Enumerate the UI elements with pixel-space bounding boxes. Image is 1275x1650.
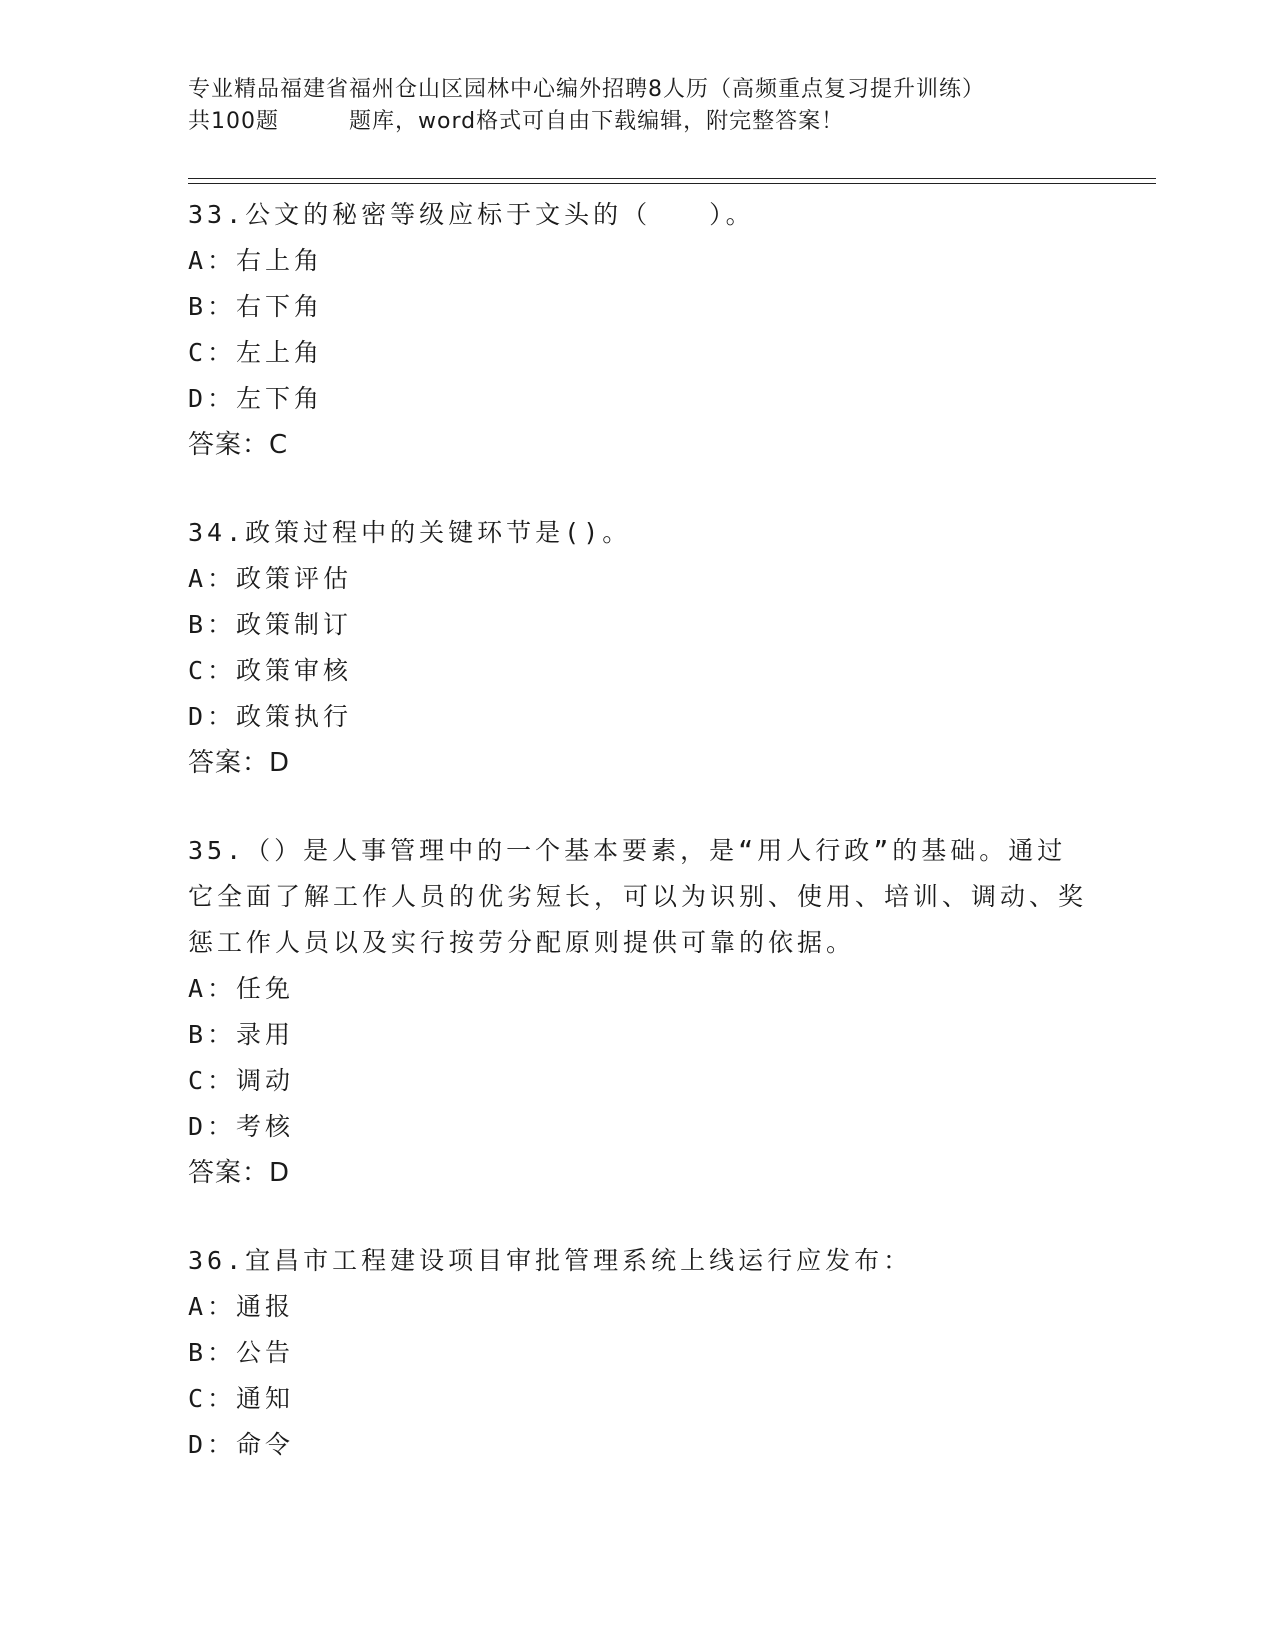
header-divider-top — [188, 178, 1156, 179]
option-b: B：录用 — [188, 1020, 295, 1049]
option-a: A：任免 — [188, 974, 295, 1003]
option-b: B：公告 — [188, 1338, 295, 1367]
question-36 — [188, 1238, 1088, 1468]
document-header — [188, 74, 1148, 138]
answer-line: 答案：D — [188, 748, 291, 778]
question-stem: 36.宜昌市工程建设项目审批管理系统上线运行应发布： — [188, 1246, 913, 1275]
option-c: C：政策审核 — [188, 656, 353, 685]
answer-line: 答案：C — [188, 430, 289, 460]
option-c: C：左上角 — [188, 338, 324, 367]
option-d: D：命令 — [188, 1430, 295, 1459]
option-c: C：调动 — [188, 1066, 295, 1095]
header-subtitle-line — [188, 106, 1148, 138]
option-b: B：右下角 — [188, 292, 324, 321]
question-stem: 35.（）是人事管理中的一个基本要素，是“用人行政”的基础。通过它全面了解工作人员的优劣短长，可以为识别、使用、培训、调动、奖惩工作人员以及实行按劳分配原则提供可靠的依据。 — [188, 836, 1088, 957]
option-a: A：右上角 — [188, 246, 324, 275]
answer-line: 答案：D — [188, 1158, 291, 1188]
question-count: 共100题 — [188, 109, 279, 134]
header-title-line: 专业精品福建省福州仓山区园林中心编外招聘8人历（高频重点复习提升训练） — [188, 77, 985, 102]
header-divider-bottom — [188, 183, 1156, 184]
option-d: D：左下角 — [188, 384, 324, 413]
option-b: B：政策制订 — [188, 610, 353, 639]
option-a: A：通报 — [188, 1292, 295, 1321]
option-c: C：通知 — [188, 1384, 295, 1413]
bank-description: 题库，word格式可自由下载编辑，附完整答案！ — [349, 109, 845, 134]
option-a: A：政策评估 — [188, 564, 353, 593]
question-stem: 34.政策过程中的关键环节是()。 — [188, 518, 632, 547]
option-d: D：政策执行 — [188, 702, 353, 731]
question-stem: 33.公文的秘密等级应标于文头的（ ）。 — [188, 200, 755, 229]
question-33 — [188, 192, 1088, 468]
question-35 — [188, 828, 1088, 1196]
option-d: D：考核 — [188, 1112, 295, 1141]
question-list — [188, 192, 1088, 1510]
question-34 — [188, 510, 1088, 786]
